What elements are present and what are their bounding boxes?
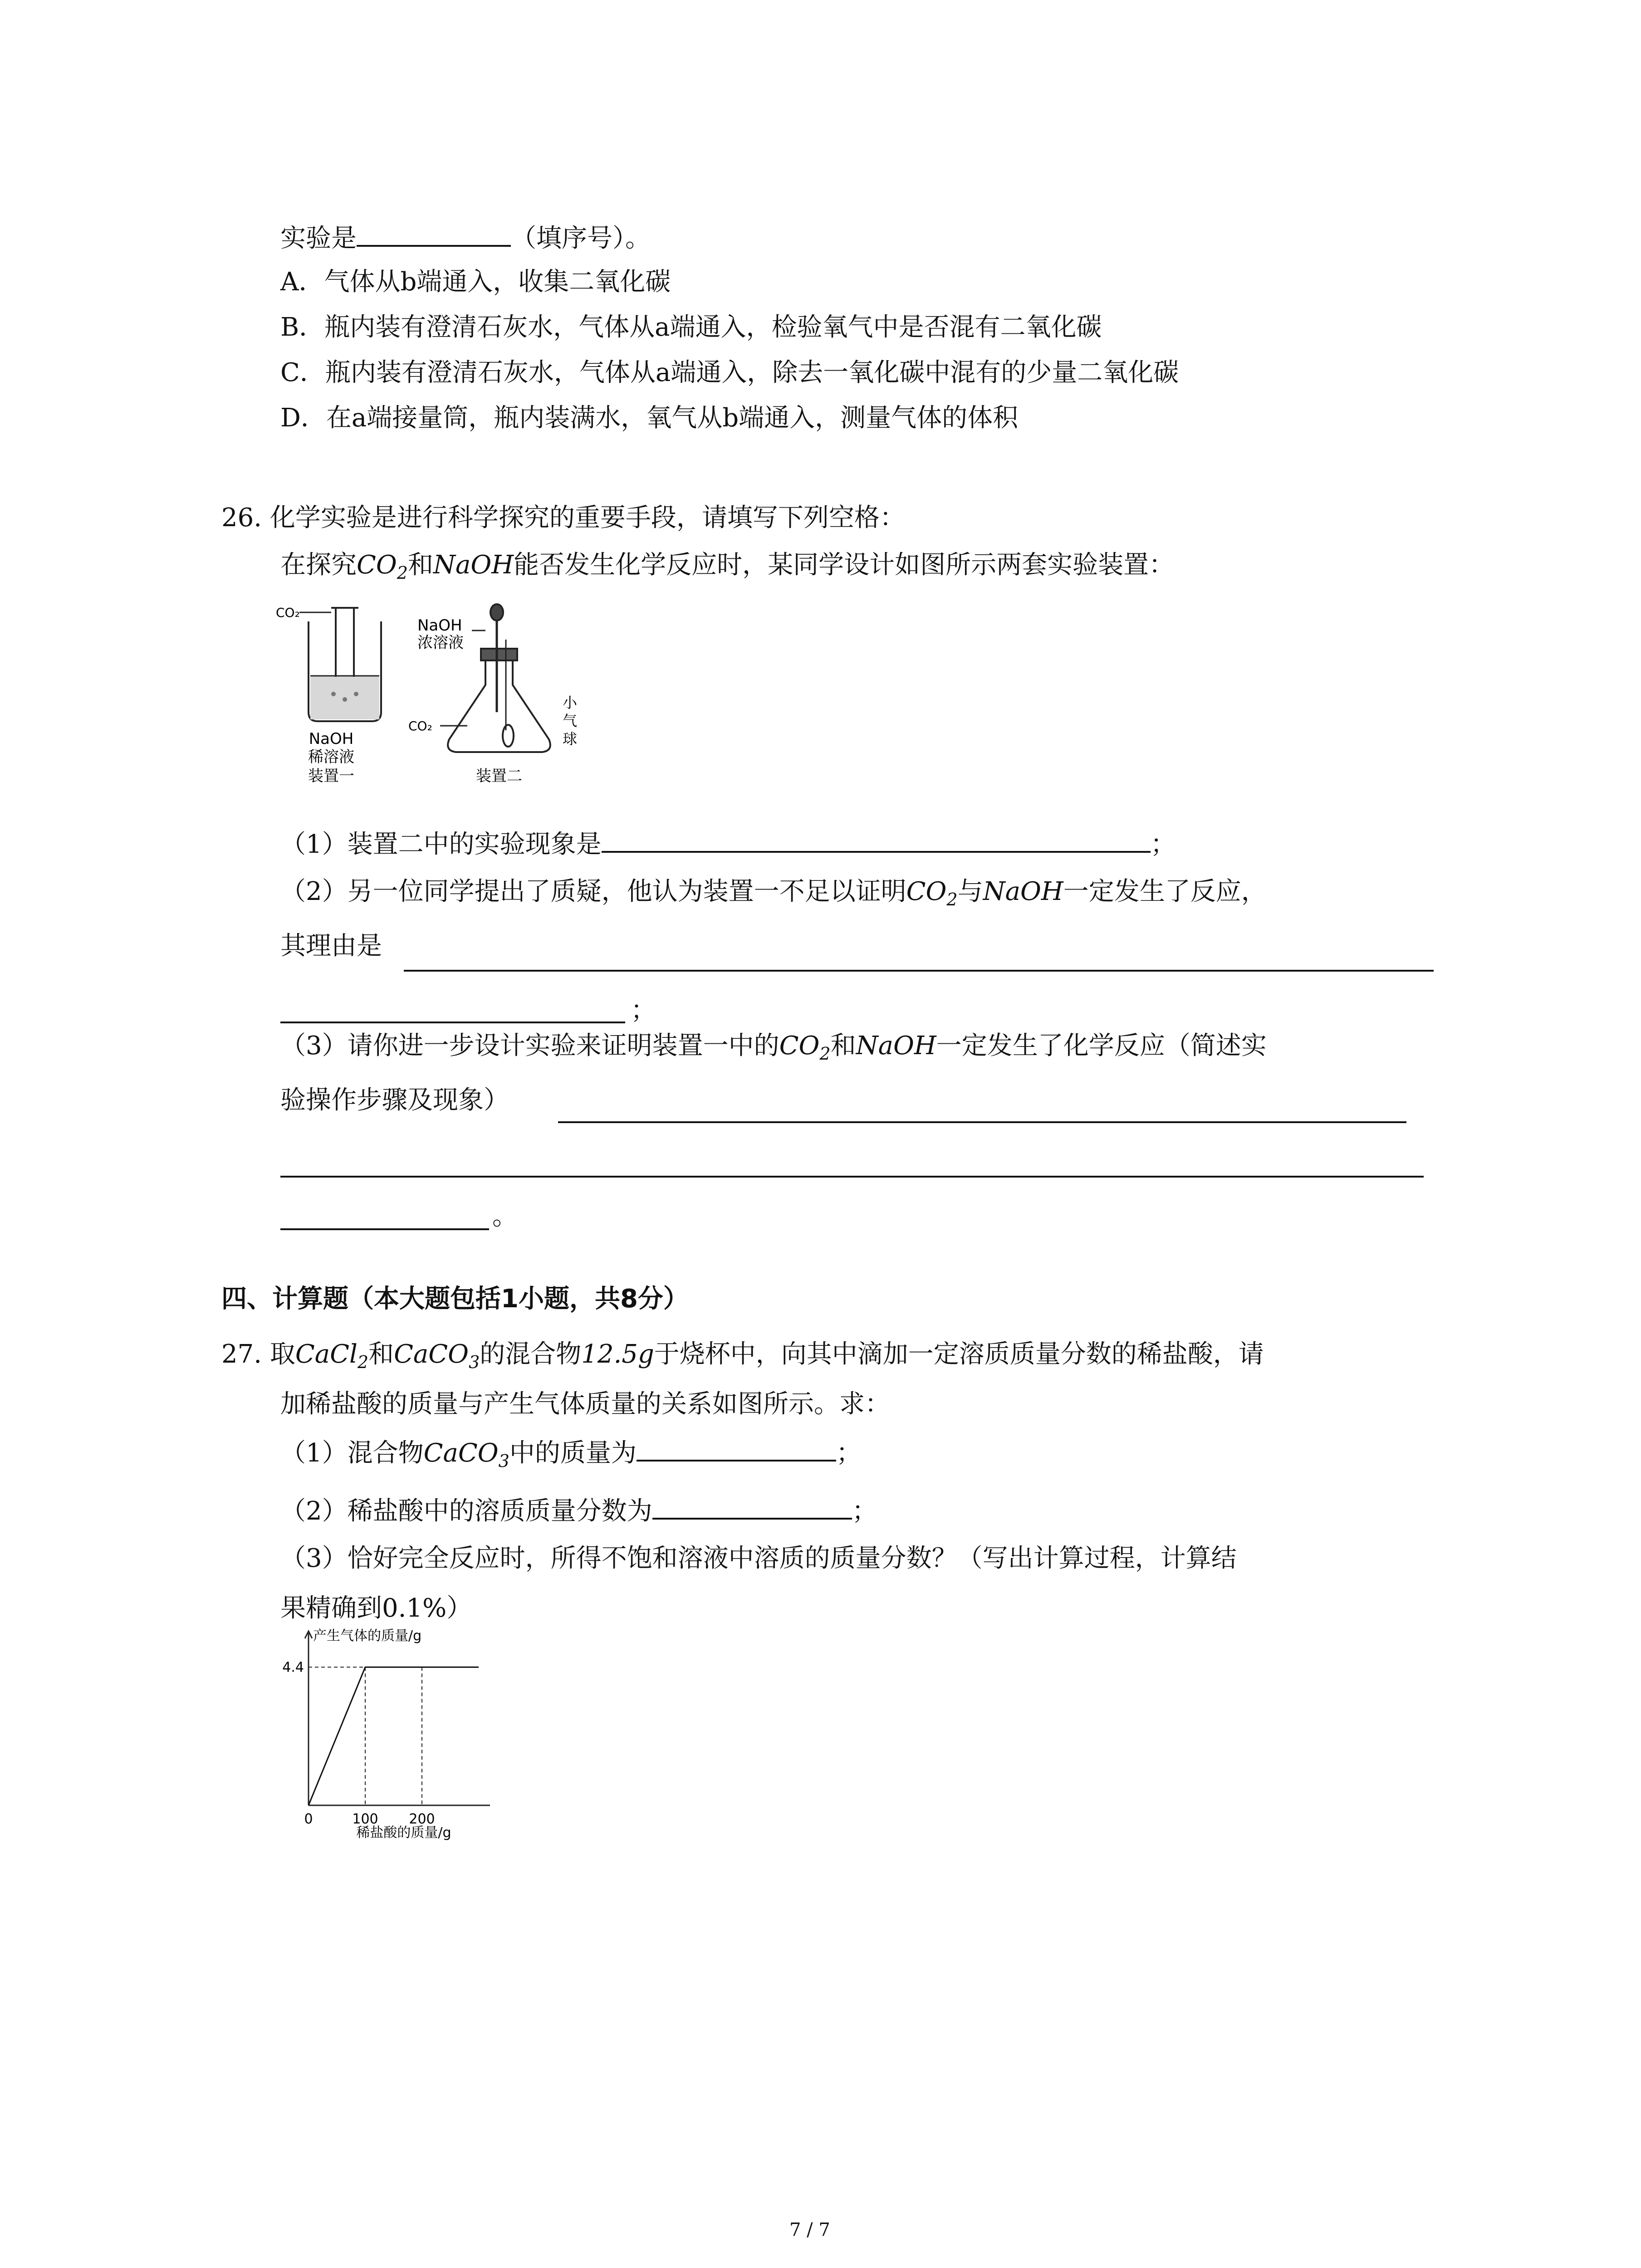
q25-cont-text: 实验是 bbox=[280, 224, 357, 253]
q27-s1-b: 中的质量为 bbox=[509, 1438, 637, 1468]
chart-ytick: 4.4 bbox=[282, 1659, 304, 1676]
fig-balloon-2: 气 bbox=[563, 712, 578, 729]
q26-s3 bbox=[280, 1030, 1267, 1070]
q25-cont-tail: （填序号）。 bbox=[511, 224, 651, 253]
q27-stem bbox=[221, 1338, 1264, 1378]
device1-liquid bbox=[310, 677, 379, 719]
q26-s2 bbox=[280, 875, 1267, 916]
q26-intro-a: 在探究 bbox=[280, 550, 357, 580]
q27-t-b: 的混合物 bbox=[480, 1339, 582, 1369]
q27-mass: 12.5g bbox=[581, 1339, 654, 1369]
q27-s3b: 果精确到0.1%） bbox=[280, 1593, 472, 1623]
fig-naoh1-b: 稀溶液 bbox=[308, 748, 354, 766]
fig-naoh2-a: NaOH bbox=[417, 616, 462, 635]
q27-chart bbox=[272, 1624, 508, 1846]
q27-t-a: 取 bbox=[269, 1339, 295, 1369]
q26-s1-blank[interactable] bbox=[602, 826, 1151, 853]
q27-s3: （3）恰好完全反应时，所得不饱和溶液中溶质的质量分数？（写出计算过程，计算结 bbox=[280, 1544, 1237, 1573]
fig-balloon-1: 小 bbox=[563, 694, 578, 711]
q26-s3-a: （3）请你进一步设计实验来证明装置一中的 bbox=[280, 1031, 779, 1061]
chart-xlabel: 稀盐酸的质量/g bbox=[356, 1825, 451, 1841]
q27-s1-caco3: CaCO bbox=[423, 1438, 499, 1468]
q26-s1-end: ； bbox=[1150, 830, 1176, 859]
q27-s2-blank[interactable] bbox=[652, 1492, 852, 1520]
q25-option-b: B．瓶内装有澄清石灰水，气体从a端通入，检验氧气中是否混有二氧化碳 bbox=[280, 313, 1102, 342]
fig-co2-right: CO₂ bbox=[408, 719, 432, 733]
q26-s2-co2: CO bbox=[906, 877, 947, 906]
q26-s3-blank-line3[interactable] bbox=[280, 1228, 489, 1230]
q26-s3-blank-line1[interactable] bbox=[558, 1121, 1406, 1123]
q27-s2-text: （2）稀盐酸中的溶质质量分数为 bbox=[280, 1496, 652, 1526]
q26-s2-co2-sub: 2 bbox=[946, 890, 958, 910]
q27-s1-blank[interactable] bbox=[637, 1434, 836, 1461]
q27-stem-2: 加稀盐酸的质量与产生气体质量的关系如图所示。求： bbox=[280, 1389, 890, 1419]
fig-naoh2-b: 浓溶液 bbox=[417, 634, 464, 652]
q27-s1-a: （1）混合物 bbox=[280, 1438, 424, 1468]
fig-device2-label: 装置二 bbox=[476, 767, 522, 785]
q26-s3-co2: CO bbox=[779, 1031, 820, 1061]
q25-option-d: D．在a端接量筒，瓶内装满水，氧气从b端通入，测量气体的体积 bbox=[280, 403, 1019, 433]
q26-s3-c bbox=[280, 1084, 509, 1117]
q26-s3-b: 一定发生了化学反应（简述实 bbox=[936, 1031, 1267, 1061]
q26-s2-end: ； bbox=[631, 996, 656, 1025]
q27-cacl2: CaCl bbox=[295, 1339, 358, 1369]
q26-s2-reason-label: 其理由是 bbox=[280, 931, 382, 961]
q26-s3-co2-sub: 2 bbox=[819, 1044, 831, 1064]
q26-stem bbox=[221, 502, 905, 534]
q26-intro bbox=[280, 549, 1174, 589]
q26-number: 26. bbox=[221, 503, 262, 533]
fig-balloon-3: 球 bbox=[563, 730, 578, 748]
q26-s2-reason bbox=[280, 930, 382, 963]
section4-heading: 四、计算题（本大题包括1小题，共8分） bbox=[221, 1284, 689, 1314]
q26-s2-yu: 与 bbox=[957, 877, 983, 906]
q26-s3-naoh: NaOH bbox=[856, 1031, 936, 1061]
q26-naoh: NaOH bbox=[433, 550, 514, 580]
q27-caco3: CaCO bbox=[394, 1339, 469, 1369]
fig-co2-left: CO₂ bbox=[276, 605, 300, 620]
q27-s2-end: ； bbox=[852, 1496, 877, 1526]
q26-s2-blank-line1[interactable] bbox=[404, 970, 1434, 972]
q26-apparatus-figure bbox=[272, 594, 581, 798]
q26-s2-naoh: NaOH bbox=[983, 877, 1063, 906]
fig-device1-label: 装置一 bbox=[308, 767, 354, 785]
q25-cont-line bbox=[280, 220, 651, 255]
q27-number: 27. bbox=[221, 1339, 262, 1369]
q27-s1 bbox=[280, 1434, 862, 1477]
q27-caco3-sub: 3 bbox=[469, 1352, 480, 1373]
q27-s2 bbox=[280, 1492, 877, 1528]
chart-ylabel: 产生气体的质量/g bbox=[313, 1628, 422, 1644]
chart-xtick: 100 bbox=[352, 1811, 378, 1827]
q26-s2-blank-line2[interactable] bbox=[280, 1022, 625, 1023]
q25-answer-blank[interactable] bbox=[357, 220, 511, 247]
q26-s2-b: 一定发生了反应， bbox=[1063, 877, 1267, 906]
q26-co2: CO bbox=[357, 550, 397, 580]
page-number: 7 / 7 bbox=[789, 2219, 830, 2240]
q26-s1-label: （1）装置二中的实验现象是 bbox=[280, 830, 602, 859]
q25-option-a: A．气体从b端通入，收集二氧化碳 bbox=[280, 267, 671, 297]
q26-s3-and: 和 bbox=[830, 1031, 856, 1061]
q26-s3-end: 。 bbox=[492, 1202, 518, 1231]
q27-cacl2-sub: 2 bbox=[357, 1352, 369, 1373]
q26-s3-blank-line2[interactable] bbox=[280, 1176, 1424, 1178]
q26-co2-sub: 2 bbox=[397, 563, 408, 583]
q27-t-c: 于烧杯中，向其中滴加一定溶质质量分数的稀盐酸，请 bbox=[654, 1339, 1264, 1369]
chart-series-line bbox=[309, 1667, 479, 1805]
q25-option-c: C．瓶内装有澄清石灰水，气体从a端通入，除去一氧化碳中混有的少量二氧化碳 bbox=[280, 358, 1179, 387]
q26-s3-c-text: 验操作步骤及现象） bbox=[280, 1085, 509, 1115]
q26-intro-b: 能否发生化学反应时，某同学设计如图所示两套实验装置： bbox=[514, 550, 1175, 580]
chart-xtick: 0 bbox=[304, 1811, 313, 1827]
q27-and: 和 bbox=[368, 1339, 394, 1369]
q26-s2-a: （2）另一位同学提出了质疑，他认为装置一不足以证明 bbox=[280, 877, 906, 906]
chart-xtick: 200 bbox=[409, 1811, 435, 1827]
q26-stem-text: 化学实验是进行科学探究的重要手段，请填写下列空格： bbox=[269, 503, 905, 533]
q26-s1 bbox=[280, 826, 1176, 861]
q26-and: 和 bbox=[407, 550, 433, 580]
q27-s1-end: ； bbox=[836, 1438, 862, 1468]
fig-naoh1-a: NaOH bbox=[309, 730, 354, 748]
q27-s1-caco3-sub: 3 bbox=[498, 1451, 509, 1471]
